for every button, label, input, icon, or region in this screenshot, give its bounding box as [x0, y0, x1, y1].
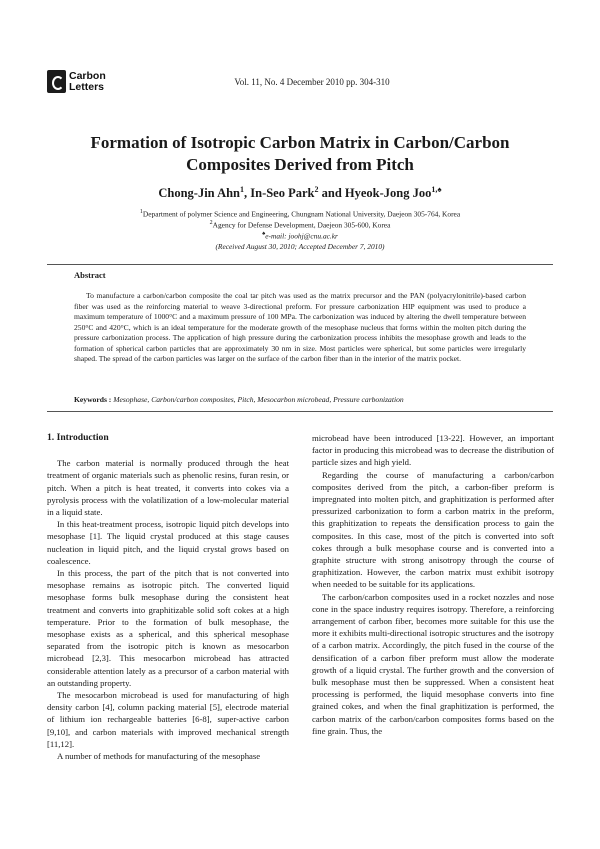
journal-name-line2: Letters: [69, 80, 105, 93]
corresponding-email: [0, 231, 600, 240]
author-list: [0, 185, 600, 201]
author-affil-mark: 2: [314, 185, 319, 194]
paragraph: The mesocarbon microbead is used for manufacturing of high density carbon [4], column packing material [5], electrode material of lithium ion rechargeable batteries [6-8], super-active carbon [9,10], and carbon materials with improved mechanical strength [11,12].: [47, 690, 289, 749]
right-column: [312, 432, 554, 737]
author-separator: and: [318, 186, 345, 201]
section-heading-introduction: 1. Introduction: [47, 432, 109, 443]
email-text: e-mail: joohj@cnu.ac.kr: [265, 231, 338, 241]
affiliation-2: [0, 220, 600, 229]
journal-info: Vol. 11, No. 4 December 2010 pp. 304-310: [234, 77, 390, 87]
paragraph: microbead have been introduced [13-22]. However, an important factor in producing this microbead was to decrease the distribution of particle sizes and high yield.: [312, 433, 554, 468]
abstract-text: To manufacture a carbon/carbon composite the coal tar pitch was used as the matrix precursor and the PAN (polyacrylonitrile)-based carbon fiber was used as the reinforcing material to weave 3-directional preform. For pressure carbonization HIP equipment was used to produce a maximum temperature of 1000°C and a maximum pressure of 100 MPa. The carbonization was induced by altering the dwell temperature between 250°C and 420°C, which is an ideal temperature for the moderate growth of the mesophase nucleus that forms within the molten pitch during the pressure carbonization process. The application of high pressure during the carbonization process inhibits the mesophase growth and leads to the formation of spherical carbon particles that are approximately 30 nm in size. Most particles were spherical, but some particles were irregularly shaped. The spread of the carbon particles was larger on the surface of the carbon fiber than in the interior of the matrix pocket.: [74, 291, 526, 363]
paragraph: The carbon material is normally produced through the heat treatment of organic materials such as phenolic resins, furan resin, or pitch. When a pitch is heat treated, it converts into cokes via a pyrolysis process with the volatilization of a low-molecular material in a liquid state.: [47, 458, 289, 518]
left-column: [47, 432, 289, 762]
affiliation-1: [0, 209, 600, 218]
author-name: Hyeok-Jong Joo: [344, 186, 432, 201]
email-mark: ♠: [262, 231, 266, 237]
author-affil-mark: 1,♠: [431, 185, 442, 194]
paper-title: Formation of Isotropic Carbon Matrix in Carbon/Carbon Composites Derived from Pitch: [90, 133, 510, 174]
paragraph: Regarding the course of manufacturing a carbon/carbon composites derived from the pitch, a carbon-fiber preform is impregnated into molten pitch, and graphitization is performed after pressurized carbonization to form a carbon matrix in the preform, this graphitization to repeats the densification process to gain the composites. In this case, most of the pitch is converted into soft cokes through a bulk mesophase course and is converted into a graphite structure with strong anisotropy through the course of graphitization. However, the carbon matrix must exhibit isotropy when needed to be suitable for its applications.: [312, 469, 554, 590]
abstract-heading: Abstract: [74, 270, 106, 280]
author-name: In-Seo Park: [250, 186, 315, 201]
paragraph: The carbon/carbon composites used in a rocket nozzles and nose cone in the space industry requires isotropy. Therefore, a reinforcing arrangement of carbon fiber, becomes more suitable for this use the more it exhibits multi-directional isotropic structures and the isotropy of a carbon matrix. Accordingly, the pitch fused in the course of the densification of a carbon fiber preform must allow the moderate growth of a liquid crystal. The further growth and the conversion of bulk mesophase must then be suppressed. When a consistent heat processing is performed, the liquid mesophase converts into fine grained cokes, and when the final graphitization is performed, the carbon matrix of the carbon/carbon composites forms based on the fine grain. Thus, the: [312, 591, 554, 736]
author-separator: ,: [244, 186, 251, 201]
paragraph: In this heat-treatment process, isotropic liquid pitch develops into mesophase [1]. The liquid crystal produced at this stage causes nucleation in liquid pitch, and the liquid crystal grows based on coalescence.: [47, 519, 289, 566]
keywords-label: Keywords :: [74, 395, 114, 404]
affiliation-mark: 1: [139, 209, 143, 215]
paragraph: In this process, the part of the pitch that is not converted into mesophase remains as isotropic pitch. The converted liquid mesophase forms bulk mesophase during the consistent heat treatment and converts into graphitizable solid soft cokes at a high temperature. Prior to the formation of bulk mesophase, the mesophase exists as a spherical, and this spherical mesophase separated from the isotropic pitch is known as mesocarbon microbead [2,3]. This mesocarbon microbead has attracted considerable attention lately as a precursor of a carbon material with an outstanding property.: [47, 568, 289, 688]
abstract-top-rule: [47, 264, 553, 265]
keywords-text: Mesophase, Carbon/carbon composites, Pitch, Mesocarbon microbead, Pressure carbonization: [113, 395, 404, 404]
keywords-line: [74, 395, 526, 404]
received-accepted-dates: (Received August 30, 2010; Accepted December 7, 2010): [215, 242, 385, 251]
author-affil-mark: 1: [240, 185, 244, 194]
affiliation-mark: 2: [209, 220, 213, 226]
paragraph: A number of methods for manufacturing of the mesophase: [57, 751, 261, 762]
affiliation-text: Agency for Defense Development, Daejeon 305-600, Korea: [212, 220, 391, 230]
abstract-bottom-rule: [47, 411, 553, 412]
affiliation-text: Department of polymer Science and Engineering, Chungnam National University, Daejeon 305-764, Korea: [142, 209, 461, 219]
journal-name-line1: Carbon: [69, 69, 106, 82]
author-name: Chong-Jin Ahn: [158, 186, 240, 201]
